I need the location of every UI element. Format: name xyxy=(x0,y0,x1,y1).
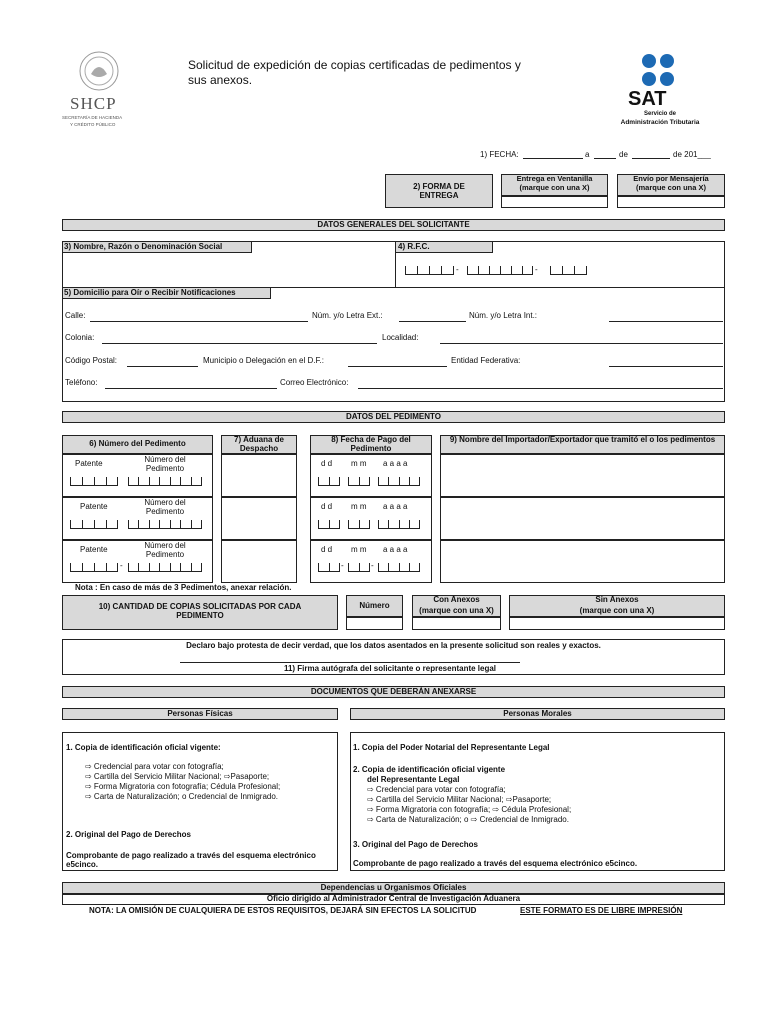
cp-label: Código Postal: xyxy=(65,356,118,365)
sat-sub-2: Administración Tributaria xyxy=(620,119,700,126)
morales-item-1: 1. Copia del Poder Notarial del Representante Legal xyxy=(353,743,550,752)
shcp-logo: SHCP xyxy=(70,94,117,113)
col9-label: 9) Nombre del Importador/Exportador que tramitó el o los pedimentos xyxy=(449,435,716,444)
fecha-a: a xyxy=(585,150,590,159)
pedimento-row-1-nombre[interactable] xyxy=(440,454,725,497)
municipio-label: Municipio o Delegación en el D.F.: xyxy=(203,356,324,365)
numero-del-label: Número del Pedimento xyxy=(144,541,186,559)
fecha-label: 1) FECHA: xyxy=(480,150,519,159)
calle-input[interactable] xyxy=(90,321,308,322)
mm-label: m m xyxy=(351,545,367,554)
rfc-dash-1: - xyxy=(456,265,459,274)
pedimento-row-3-nombre[interactable] xyxy=(440,540,725,583)
dd-label: d d xyxy=(321,459,333,468)
fecha-de1: de xyxy=(619,150,628,159)
fecha-aaaa-input[interactable] xyxy=(378,475,420,486)
dash: - xyxy=(120,561,123,570)
num-ext-label: Núm. y/o Letra Ext.: xyxy=(312,311,383,320)
form-title-line2: sus anexos. xyxy=(188,73,253,87)
dash: - xyxy=(371,561,374,570)
entrega-ventanilla-label: Entrega en Ventanilla (marque con una X) xyxy=(516,174,593,192)
envio-mensajeria-label: Envío por Mensajería (marque con una X) xyxy=(633,174,709,192)
patente-label: Patente xyxy=(80,545,108,554)
nombre-label: 3) Nombre, Razón o Denominación Social xyxy=(64,242,223,251)
fecha-mm-input[interactable] xyxy=(348,561,370,572)
cp-input[interactable] xyxy=(127,366,198,367)
pedimento-header: DATOS DEL PEDIMENTO xyxy=(62,411,725,423)
calle-label: Calle: xyxy=(65,311,86,320)
morales-item-2: 2. Copia de identificación oficial vigente xyxy=(353,765,506,774)
fisicas-item-1: 1. Copia de identificación oficial vigente: xyxy=(66,743,221,752)
entrega-ventanilla-checkbox[interactable] xyxy=(501,196,608,208)
pedimento-row-2-nombre[interactable] xyxy=(440,497,725,540)
entidad-label: Entidad Federativa: xyxy=(451,356,521,365)
fecha-de2: de 201___ xyxy=(673,150,711,159)
envio-mensajeria-checkbox[interactable] xyxy=(617,196,725,208)
firma-input[interactable] xyxy=(180,662,520,663)
numero-label: Número xyxy=(359,601,390,610)
fecha-dd-input[interactable] xyxy=(318,518,340,529)
sin-anexos-sub: (marque con una X) xyxy=(579,606,655,615)
col7-label: 7) Aduana de Despacho xyxy=(234,435,284,453)
rfc-label: 4) R.F.C. xyxy=(398,242,430,251)
nota-omision: NOTA: LA OMISIÓN DE CUALQUIERA DE ESTOS REQUISITOS, DEJARÁ SIN EFECTOS LA SOLICITUD xyxy=(89,906,477,915)
patente-input[interactable] xyxy=(70,475,118,486)
correo-label: Correo Electrónico: xyxy=(280,378,349,387)
solicitante-header: DATOS GENERALES DEL SOLICITANTE xyxy=(62,219,725,231)
dependencias-label: Dependencias u Organismos Oficiales xyxy=(320,883,467,892)
rfc-dash-2: - xyxy=(535,265,538,274)
fisicas-item-2: 2. Original del Pago de Derechos xyxy=(66,830,191,839)
numero-del-label: Número del Pedimento xyxy=(144,498,186,516)
aaaa-label: a a a a xyxy=(383,545,408,554)
fisicas-id-list xyxy=(85,762,280,802)
col6-label: 6) Número del Pedimento xyxy=(89,439,186,448)
num-int-label: Núm. y/o Letra Int.: xyxy=(469,311,538,320)
shcp-sub-1: SECRETARÍA DE HACIENDA xyxy=(62,115,123,120)
rfc-input-2[interactable] xyxy=(467,264,533,275)
patente-input[interactable] xyxy=(70,518,118,529)
fecha-aaaa-input[interactable] xyxy=(378,518,420,529)
morales-id-item: ⇨ Cartilla del Servicio Militar Nacional; ⇨Pasaporte; xyxy=(367,795,552,804)
fecha-month-input[interactable] xyxy=(594,158,616,159)
localidad-input[interactable] xyxy=(440,343,723,344)
copias-label: 10) CANTIDAD DE COPIAS SOLICITADAS POR CADA PEDIMENTO xyxy=(98,602,302,620)
rfc-input-1[interactable] xyxy=(405,264,454,275)
fecha-dd-input[interactable] xyxy=(318,475,340,486)
sin-anexos-checkbox[interactable] xyxy=(509,617,725,630)
fisicas-id-item: ⇨ Cartilla del Servicio Militar Nacional; ⇨Pasaporte; xyxy=(85,772,270,781)
mm-label: m m xyxy=(351,459,367,468)
morales-id-item: ⇨ Credencial para votar con fotografía; xyxy=(367,785,506,794)
patente-label: Patente xyxy=(75,459,103,468)
morales-item-3: 3. Original del Pago de Derechos xyxy=(353,840,478,849)
morales-id-item: ⇨ Carta de Naturalización; o ⇨ Credencial de Inmigrado. xyxy=(367,815,569,824)
pedimento-row-2-aduana[interactable] xyxy=(221,497,297,540)
entidad-input[interactable] xyxy=(609,366,723,367)
mm-label: m m xyxy=(351,502,367,511)
num-int-input[interactable] xyxy=(609,321,723,322)
numero-pedimento-input[interactable] xyxy=(128,561,202,572)
rfc-input-3[interactable] xyxy=(550,264,587,275)
colonia-label: Colonia: xyxy=(65,333,95,342)
pedimento-row-1-aduana[interactable] xyxy=(221,454,297,497)
telefono-label: Teléfono: xyxy=(65,378,98,387)
sat-logo-icon xyxy=(640,52,676,88)
firma-label: 11) Firma autógrafa del solicitante o representante legal xyxy=(283,664,497,673)
fecha-day-input[interactable] xyxy=(523,158,583,159)
dd-label: d d xyxy=(321,545,333,554)
fisicas-id-item: ⇨ Carta de Naturalización; o Credencial de Inmigrado. xyxy=(85,792,279,801)
numero-pedimento-input[interactable] xyxy=(128,475,202,486)
morales-item-2b: del Representante Legal xyxy=(367,775,460,784)
morales-comprobante: Comprobante de pago realizado a través del esquema electrónico e5cinco. xyxy=(353,859,638,868)
localidad-label: Localidad: xyxy=(382,333,419,342)
fisicas-comprobante: Comprobante de pago realizado a través del esquema electrónico e5cinco. xyxy=(66,851,316,869)
con-anexos-label: Con Anexos xyxy=(433,595,480,604)
fecha-aaaa-input[interactable] xyxy=(378,561,420,572)
con-anexos-checkbox[interactable] xyxy=(412,617,501,630)
morales-header: Personas Morales xyxy=(350,708,725,720)
patente-input[interactable] xyxy=(70,561,118,572)
aaaa-label: a a a a xyxy=(383,502,408,511)
shcp-sub-2: Y CRÉDITO PÚBLICO xyxy=(70,122,116,127)
colonia-input[interactable] xyxy=(102,343,377,344)
fecha-mm-input[interactable] xyxy=(348,518,370,529)
sat-sub-1: Servicio de xyxy=(643,111,676,117)
aaaa-label: a a a a xyxy=(383,459,408,468)
pedimento-row-3-aduana[interactable] xyxy=(221,540,297,583)
numero-del-label: Número del Pedimento xyxy=(144,455,186,473)
col8-label: 8) Fecha de Pago del Pedimento xyxy=(331,435,411,453)
correo-input[interactable] xyxy=(358,388,723,389)
num-ext-input[interactable] xyxy=(399,321,466,322)
forma-entrega-label: 2) FORMA DE ENTREGA xyxy=(413,182,465,200)
morales-id-list xyxy=(367,785,571,825)
sin-anexos-label: Sin Anexos xyxy=(595,595,639,604)
numero-pedimento-input[interactable] xyxy=(128,518,202,529)
domicilio-label: 5) Domicilio para Oír o Recibir Notificaciones xyxy=(64,288,236,297)
fisicas-id-item: ⇨ Credencial para votar con fotografía; xyxy=(85,762,224,771)
dash: - xyxy=(341,561,344,570)
numero-input[interactable] xyxy=(346,617,403,630)
oficio-label: Oficio dirigido al Administrador Central de Investigación Aduanera xyxy=(266,894,521,903)
declaracion-text: Declaro bajo protesta de decir verdad, que los datos asentados en la presente solicitud son reales y exactos. xyxy=(186,641,601,650)
dd-label: d d xyxy=(321,502,333,511)
shcp-seal-icon xyxy=(78,50,120,92)
telefono-input[interactable] xyxy=(105,388,277,389)
fecha-month2-input[interactable] xyxy=(632,158,670,159)
fecha-dd-input[interactable] xyxy=(318,561,340,572)
form-title-line1: Solicitud de expedición de copias certificadas de pedimentos y xyxy=(188,58,521,72)
pedimento-nota: Nota : En caso de más de 3 Pedimentos, anexar relación. xyxy=(75,583,292,592)
fecha-mm-input[interactable] xyxy=(348,475,370,486)
sat-logo: SAT xyxy=(628,88,667,110)
libre-impresion: ESTE FORMATO ES DE LIBRE IMPRESIÓN xyxy=(520,906,683,915)
fisicas-id-item: ⇨ Forma Migratoria con fotografía; Cédula Profesional; xyxy=(85,782,281,791)
con-anexos-sub: (marque con una X) xyxy=(419,606,494,615)
documentos-header: DOCUMENTOS QUE DEBERÁN ANEXARSE xyxy=(62,686,725,698)
nombre-input[interactable] xyxy=(64,256,392,286)
patente-label: Patente xyxy=(80,502,108,511)
municipio-input[interactable] xyxy=(348,366,447,367)
morales-id-item: ⇨ Forma Migratoria con fotografía; ⇨ Cédula Profesional; xyxy=(367,805,572,814)
fisicas-header: Personas Físicas xyxy=(62,708,338,720)
